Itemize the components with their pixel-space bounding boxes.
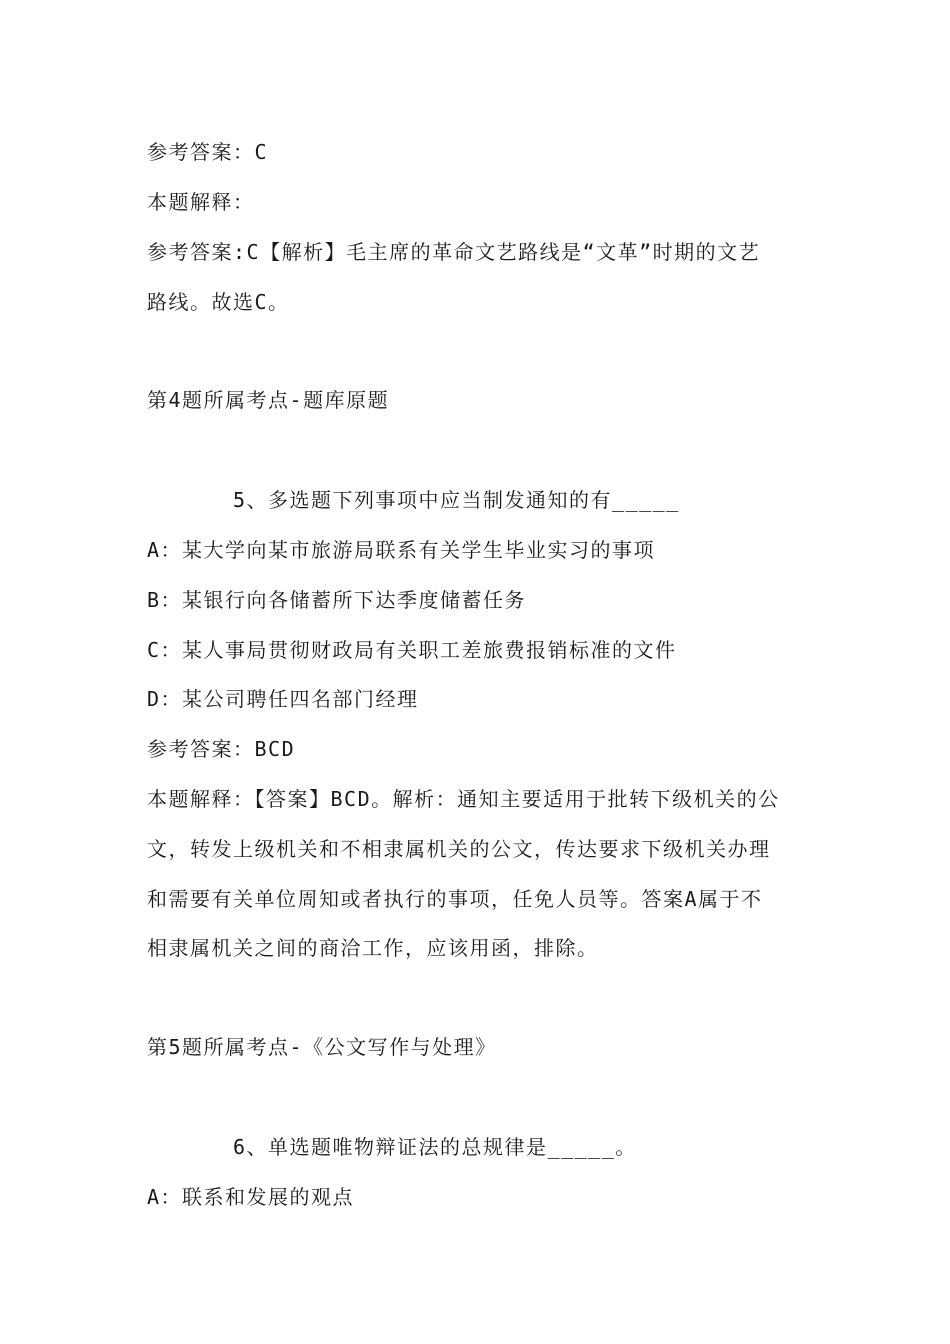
q6-question: 6、单选题唯物辩证法的总规律是_____。	[233, 1135, 637, 1159]
q6-option-a: A：联系和发展的观点	[147, 1185, 355, 1209]
q3-explain-label: 本题解释：	[147, 190, 255, 214]
q5-option-d: D：某公司聘任四名部门经理	[147, 687, 419, 711]
q5-explain-line-4: 相隶属机关之间的商洽工作，应该用函，排除。	[147, 936, 599, 960]
q5-explain-line-1: 本题解释：【答案】BCD。解析：通知主要适用于批转下级机关的公	[147, 787, 780, 811]
q5-explain-line-2: 文，转发上级机关和不相隶属机关的公文，传达要求下级机关办理	[147, 837, 771, 861]
q5-option-a: A：某大学向某市旅游局联系有关学生毕业实习的事项	[147, 538, 656, 562]
q5-topic: 第5题所属考点-《公文写作与处理》	[147, 1035, 497, 1059]
q5-answer: 参考答案：BCD	[147, 737, 296, 761]
q3-explain-line-1: 参考答案:C【解析】毛主席的革命文艺路线是“文革”时期的文艺	[147, 240, 761, 264]
q5-option-c: C：某人事局贯彻财政局有关职工差旅费报销标准的文件	[147, 638, 677, 662]
q5-option-b: B：某银行向各储蓄所下达季度储蓄任务	[147, 588, 527, 612]
q4-topic: 第4题所属考点-题库原题	[147, 388, 390, 412]
q3-explain-line-2: 路线。故选C。	[147, 290, 290, 314]
q3-answer: 参考答案：C	[147, 140, 269, 164]
q5-question: 5、多选题下列事项中应当制发通知的有_____	[233, 488, 680, 512]
q5-explain-line-3: 和需要有关单位周知或者执行的事项，任免人员等。答案A属于不	[147, 887, 763, 911]
